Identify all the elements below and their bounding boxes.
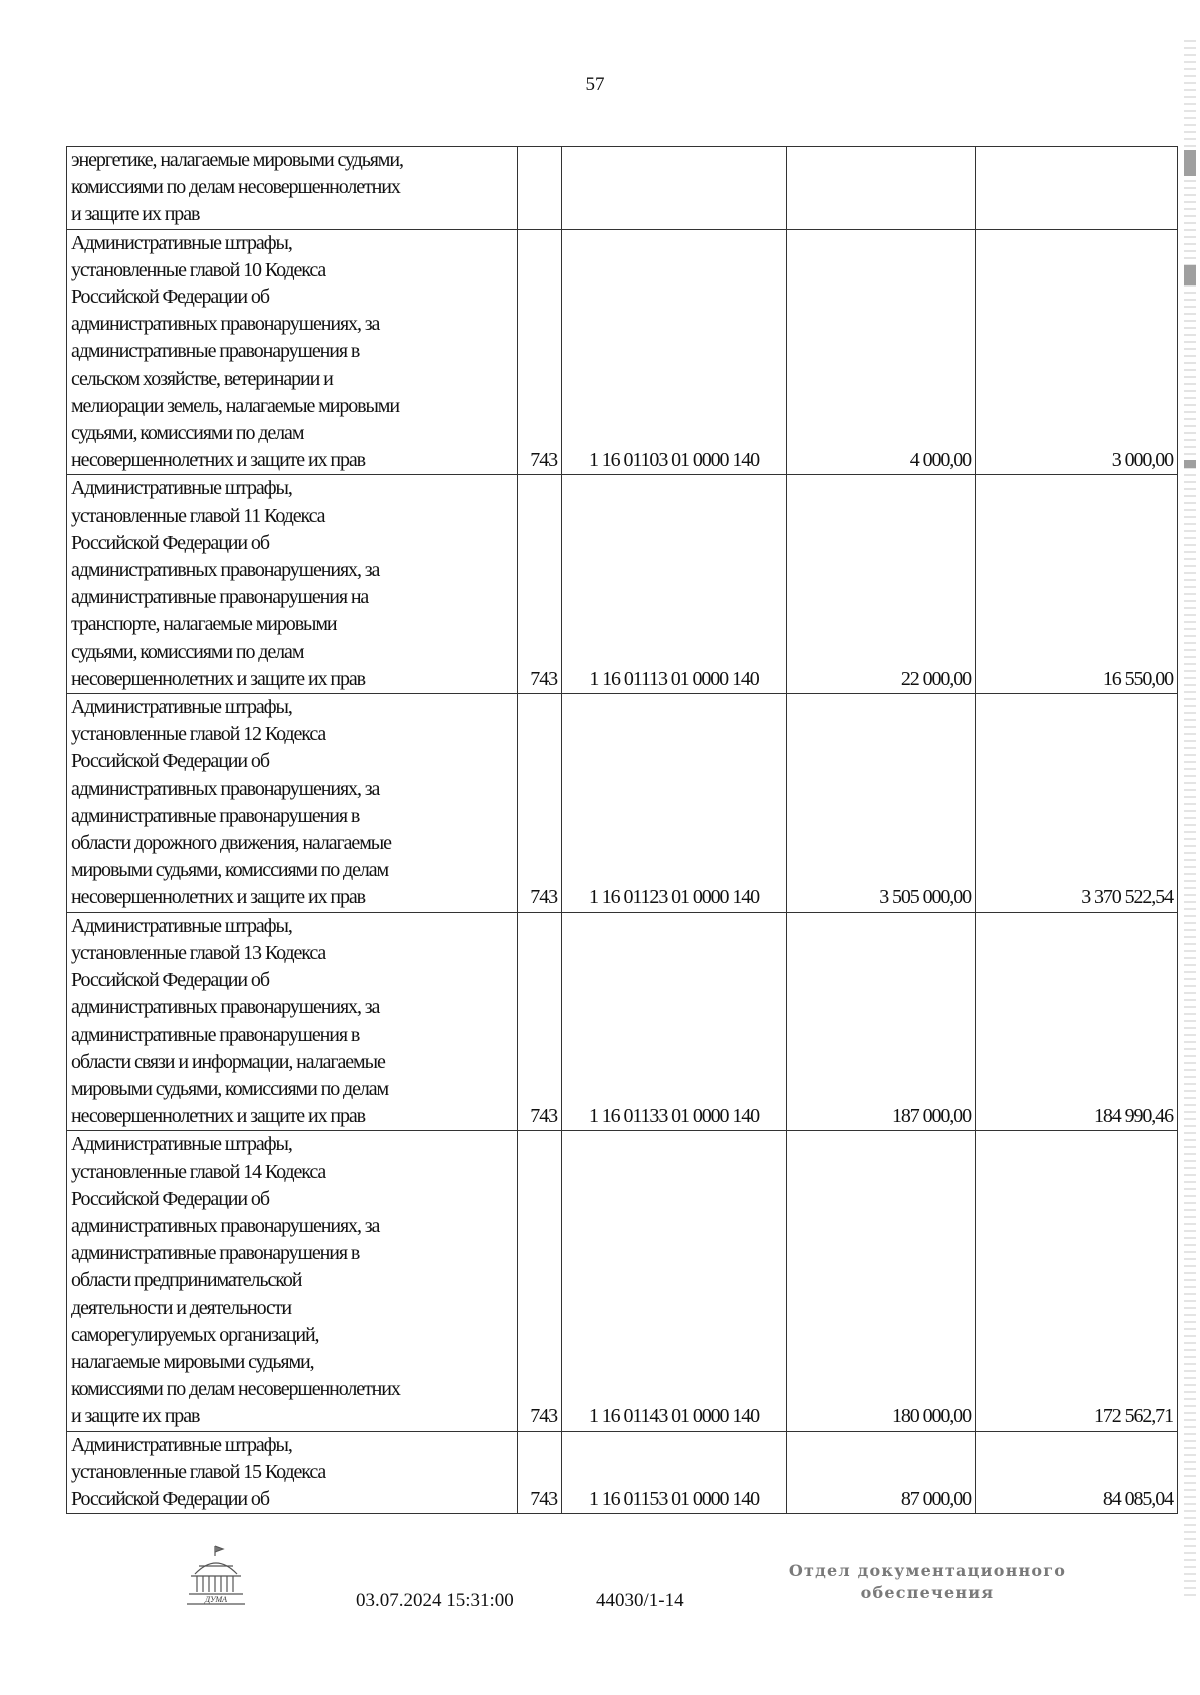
budget-code-cell: 1 16 01113 01 0000 140 xyxy=(562,475,787,694)
description-line: установленные главой 14 Кодекса xyxy=(71,1160,326,1183)
description-line: судьями, комиссиями по делам xyxy=(71,640,304,663)
description-line: Российской Федерации об xyxy=(71,750,269,773)
fact-amount-cell: 84 085,04 xyxy=(976,1431,1178,1514)
description-line: установленные главой 12 Кодекса xyxy=(71,723,326,746)
plan-amount-cell: 22 000,00 xyxy=(787,475,976,694)
description-cell xyxy=(67,912,518,1131)
duma-logo-icon xyxy=(185,1542,247,1608)
description-line: налагаемые мировыми судьями, xyxy=(71,1350,314,1373)
fact-amount-cell: 184 990,46 xyxy=(976,912,1178,1131)
description-cell xyxy=(67,147,518,230)
description-line: несовершеннолетних и защите их прав xyxy=(71,449,366,472)
budget-code-cell: 1 16 01123 01 0000 140 xyxy=(562,694,787,913)
description-line: саморегулируемых организаций, xyxy=(71,1323,319,1346)
description-line: Российской Федерации об xyxy=(71,531,269,554)
description-line: Административные штрафы, xyxy=(71,696,292,719)
description-line: Административные штрафы, xyxy=(71,1433,292,1456)
description-cell xyxy=(67,475,518,694)
table-row xyxy=(67,912,1178,1131)
fact-amount-cell: 172 562,71 xyxy=(976,1131,1178,1431)
description-line: мировыми судьями, комиссиями по делам xyxy=(71,1077,389,1100)
description-line: судьями, комиссиями по делам xyxy=(71,422,304,445)
budget-code-cell: 1 16 01153 01 0000 140 xyxy=(562,1431,787,1514)
department-stamp xyxy=(785,1560,1070,1604)
budget-code-cell: 1 16 01143 01 0000 140 xyxy=(562,1131,787,1431)
description-cell xyxy=(67,694,518,913)
description-line: области дорожного движения, налагаемые xyxy=(71,832,391,855)
description-line: Российской Федерации об xyxy=(71,969,269,992)
description-line: установленные главой 13 Кодекса xyxy=(71,941,326,964)
description-line: установленные главой 10 Кодекса xyxy=(71,258,326,281)
description-line: несовершеннолетних и защите их прав xyxy=(71,667,366,690)
page-number: 57 xyxy=(585,74,605,95)
description-line: сельском хозяйстве, ветеринарии и xyxy=(71,367,333,390)
admin-code-cell: 743 xyxy=(518,475,562,694)
description-line: области связи и информации, налагаемые xyxy=(71,1050,385,1073)
description-cell xyxy=(67,229,518,475)
description-line: несовершеннолетних и защите их прав xyxy=(71,886,366,909)
budget-code-cell: 1 16 01133 01 0000 140 xyxy=(562,912,787,1131)
description-line: административные правонарушения в xyxy=(71,1242,360,1265)
description-line: и защите их прав xyxy=(71,1405,200,1428)
plan-amount-cell: 3 505 000,00 xyxy=(787,694,976,913)
plan-amount-cell: 187 000,00 xyxy=(787,912,976,1131)
fact-amount-cell: 3 370 522,54 xyxy=(976,694,1178,913)
description-line: административные правонарушения в xyxy=(71,804,360,827)
admin-code-cell: 743 xyxy=(518,694,562,913)
plan-amount-cell: 4 000,00 xyxy=(787,229,976,475)
fact-amount-cell: 3 000,00 xyxy=(976,229,1178,475)
budget-code-cell: 1 16 01103 01 0000 140 xyxy=(562,229,787,475)
logo-text: ДУМА xyxy=(204,1595,228,1604)
table-row xyxy=(67,229,1178,475)
fact-amount-cell: 16 550,00 xyxy=(976,475,1178,694)
admin-code-cell: 743 xyxy=(518,229,562,475)
table-row xyxy=(67,694,1178,913)
description-line: и защите их прав xyxy=(71,203,200,226)
table-row xyxy=(67,147,1178,230)
description-line: административные правонарушения в xyxy=(71,1023,360,1046)
description-line: комиссиями по делам несовершеннолетних xyxy=(71,176,400,199)
description-line: установленные главой 11 Кодекса xyxy=(71,504,325,527)
description-line: мировыми судьями, комиссиями по делам xyxy=(71,859,389,882)
description-cell xyxy=(67,1131,518,1431)
description-line: административных правонарушениях, за xyxy=(71,559,380,582)
plan-amount-cell: 87 000,00 xyxy=(787,1431,976,1514)
description-line: деятельности и деятельности xyxy=(71,1296,291,1319)
table-row xyxy=(67,1131,1178,1431)
scan-edge-artifact xyxy=(1184,40,1196,1600)
description-line: административных правонарушениях, за xyxy=(71,1214,380,1237)
description-line: энергетике, налагаемые мировыми судьями, xyxy=(71,149,403,171)
description-line: несовершеннолетних и защите их прав xyxy=(71,1105,366,1128)
footer-date: 03.07.2024 15:31:00 xyxy=(356,1590,514,1611)
description-line: Административные штрафы, xyxy=(71,477,292,500)
fact-amount-cell xyxy=(976,147,1178,230)
admin-code-cell: 743 xyxy=(518,912,562,1131)
description-line: транспорте, налагаемые мировыми xyxy=(71,613,337,636)
description-line: мелиорации земель, налагаемые мировыми xyxy=(71,394,399,417)
table-row xyxy=(67,475,1178,694)
description-line: установленные главой 15 Кодекса xyxy=(71,1460,326,1483)
plan-amount-cell: 180 000,00 xyxy=(787,1131,976,1431)
stamp-line-1: Отдел документационного xyxy=(788,1561,1067,1580)
description-line: Административные штрафы, xyxy=(71,1133,292,1156)
budget-code-cell xyxy=(562,147,787,230)
footer-doc-number: 44030/1-14 xyxy=(596,1590,684,1611)
description-line: административных правонарушениях, за xyxy=(71,996,380,1019)
admin-code-cell: 743 xyxy=(518,1131,562,1431)
description-line: области предпринимательской xyxy=(71,1269,302,1292)
admin-code-cell xyxy=(518,147,562,230)
description-line: Российской Федерации об xyxy=(71,1487,269,1510)
plan-amount-cell xyxy=(787,147,976,230)
description-line: административных правонарушениях, за xyxy=(71,777,380,800)
description-cell xyxy=(67,1431,518,1514)
admin-code-cell: 743 xyxy=(518,1431,562,1514)
description-line: административные правонарушения на xyxy=(71,586,369,609)
revenue-table xyxy=(66,146,1178,1514)
table-row xyxy=(67,1431,1178,1514)
description-line: Административные штрафы, xyxy=(71,231,292,254)
description-line: Российской Федерации об xyxy=(71,286,269,309)
description-line: административные правонарушения в xyxy=(71,340,360,363)
description-line: административных правонарушениях, за xyxy=(71,313,380,336)
description-line: Российской Федерации об xyxy=(71,1187,269,1210)
description-line: комиссиями по делам несовершеннолетних xyxy=(71,1378,400,1401)
description-line: Административные штрафы, xyxy=(71,914,292,937)
stamp-line-2: обеспечения xyxy=(860,1583,995,1602)
